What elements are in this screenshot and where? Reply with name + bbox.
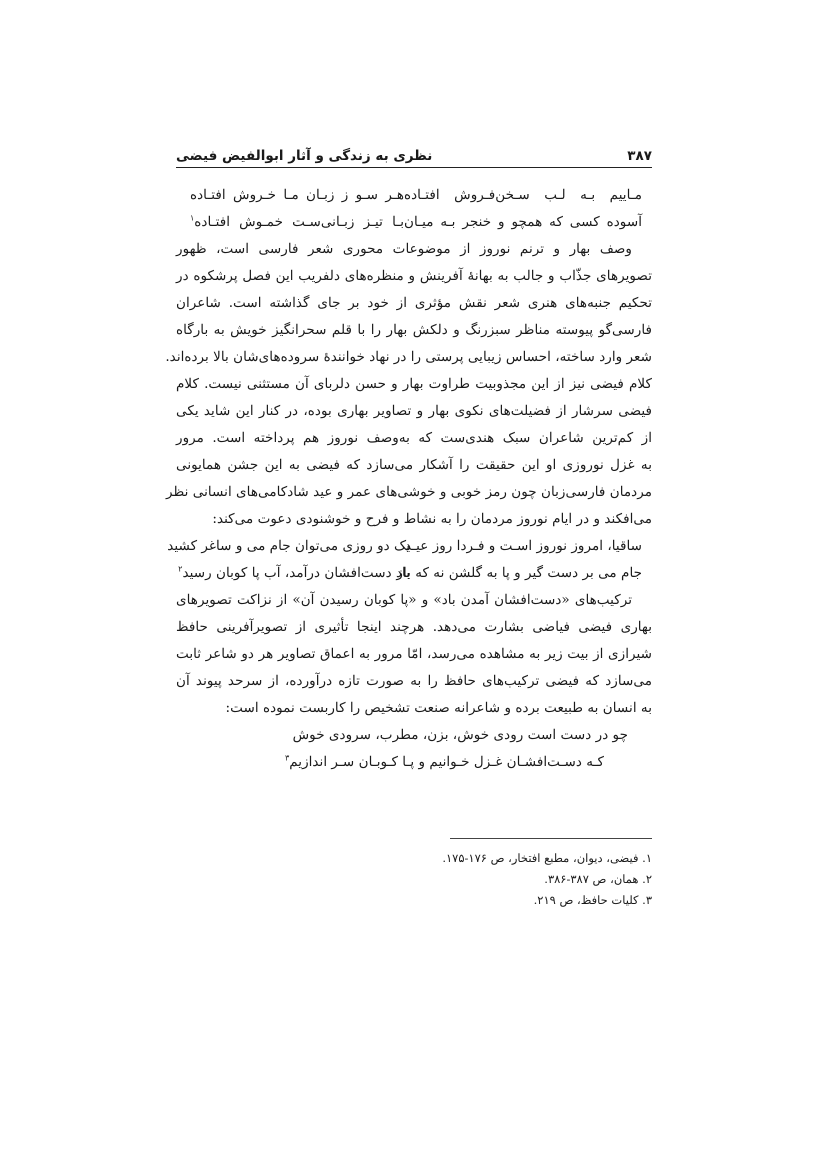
paragraph-line: فارسی‌گو پیوسته مناظر سبزرنگ و دلکش بهار را با قلم سحرانگیز خویش به بارگاه	[176, 322, 652, 338]
paragraph-2-continued	[176, 614, 652, 722]
page-header	[176, 140, 652, 164]
paragraph-line: به انسان به طبیعت برده و شاعرانه صنعت تشخیص را کاربست نموده است:	[225, 700, 652, 716]
footnote-marker: ۳	[284, 753, 290, 763]
page-number: ۳۸۷	[627, 148, 652, 164]
header-divider	[176, 167, 652, 168]
footnotes	[176, 848, 652, 911]
paragraph-line: مردمان فارسی‌زبان چون رمز خوبی و خوشی‌های عمر و عید شادکامی‌های انسانی نظر	[166, 484, 652, 500]
footnote: ۳. کلیات حافظ، ص ۲۱۹.	[533, 893, 652, 907]
paragraph-line: می‌سازد که فیضی ترکیب‌های حافظ را به صورت تازه درآورده، از سرحد پیوند آن	[176, 673, 652, 689]
footnote-divider	[450, 838, 652, 839]
hemistich	[190, 209, 404, 236]
footnote: ۲. همان، ص ۳۸۷-۳۸۶.	[544, 872, 652, 886]
hemistich: مـاییم بـه لـب سـخن‌فـروش افتـاده	[404, 187, 642, 203]
paragraph-2	[176, 587, 652, 614]
running-title: نظری به زندگی و آثار ابوالفیض فیضی	[176, 148, 433, 164]
paragraph-line: بهاری فیضی فیاضی بشارت می‌دهد. هرچند اینجا تأثیری از تصویرآفرینی حافظ	[176, 619, 652, 635]
paragraph-line: کلام فیضی نیز از این مجذوبیت طراوت بهار و حسن دلربای آن مستثنی نیست. کلام	[176, 376, 652, 392]
poem-1-line-2	[190, 209, 642, 236]
paragraph-line: شیرازی از بیت زیر به مشاهده می‌رسد، امّا مرور به اعماق تصاویر هر دو شاعر ثابت	[176, 646, 652, 662]
paragraph-line: تصویرهای جذّاب و جالب به بهانهٔ آفرینش و منظره‌های دلفریب این فصل پرشکوه در	[176, 268, 652, 284]
hemistich-text: بـا تیـز زبـانی‌سـت خمـوش افتـاده	[194, 214, 404, 230]
hemistich: یک دو روزی می‌توان جام می و ساغر کشید	[167, 538, 410, 554]
paragraph-line: به غزل نوروزی او این حقیقت را آشکار می‌سازد که فیضی به این جشن همایونی	[176, 457, 652, 473]
main-text	[165, 182, 652, 776]
hemistich: آسوده کسی که همچو و خنجر بـه میـان	[404, 214, 642, 230]
poem-2-line-2	[178, 560, 642, 587]
paragraph-line: شعر وارد ساخته، احساس زیبایی پرستی را در نهاد خوانندهٔ سروده‌های‌شان بالا برده‌اند.	[165, 349, 652, 365]
poem-3	[176, 722, 628, 776]
poem-3-line-1: چو در دست است رودی خوش، بزن، مطرب، سرودی خوش	[292, 727, 628, 743]
paragraph-line: از کم‌ترین شاعران سبک هندی‌ست که به‌وصف نوروز هم پرداخته است. مرور	[176, 430, 652, 446]
footnote-marker: ۲	[178, 564, 183, 574]
footnote-marker: ۱	[190, 213, 195, 223]
hemistich	[178, 560, 410, 587]
hemistich: جام می بر دست گیر و پا به گلشن نه که باز	[396, 565, 642, 581]
footnote: ۱. فیضی، دیوان، مطبع افتخار، ص ۱۷۶-۱۷۵.	[442, 851, 652, 865]
poem-3-line-2	[176, 749, 604, 776]
paragraph-line: می‌افکند و در ایام نوروز مردمان را به نشاط و فرح و خوشنودی دعوت می‌کند:	[212, 511, 652, 527]
paragraph-line: ترکیب‌های «دست‌افشان آمدن باد» و «پا کوبان رسیدن آن» از نزاکت تصویرهای	[176, 592, 632, 608]
paragraph-1	[176, 236, 652, 263]
poem-2-line-1	[167, 533, 642, 560]
poem-line-text: کـه دسـت‌افشـان غـزل خـوانیم و پـا کـوبـان سـر اندازیم	[289, 754, 604, 770]
poem-1-line-1	[190, 182, 642, 209]
hemistich: ساقیا، امروز نوروز اسـت و فـردا روز عیـد	[405, 538, 642, 554]
paragraph-line: فیضی سرشار از فضیلت‌های نکوی بهار و تصاویر بهاری بوده، در کنار این شاید یکی	[176, 403, 652, 419]
paragraph-line: تحکیم جنبه‌های هنری شعر نقش مؤثری از خود بر جای گذاشته است. شاعران	[176, 295, 652, 311]
hemistich: هـر سـو ز زبـان مـا خـروش افتـاده	[190, 187, 404, 203]
paragraph-1-continued	[165, 263, 652, 533]
paragraph-line: وصف بهار و ترنم نوروز از موضوعات محوری شعر فارسی است، ظهور	[176, 241, 632, 257]
hemistich-text: باد دست‌افشان درآمد، آب پا کوبان رسید	[182, 565, 410, 581]
